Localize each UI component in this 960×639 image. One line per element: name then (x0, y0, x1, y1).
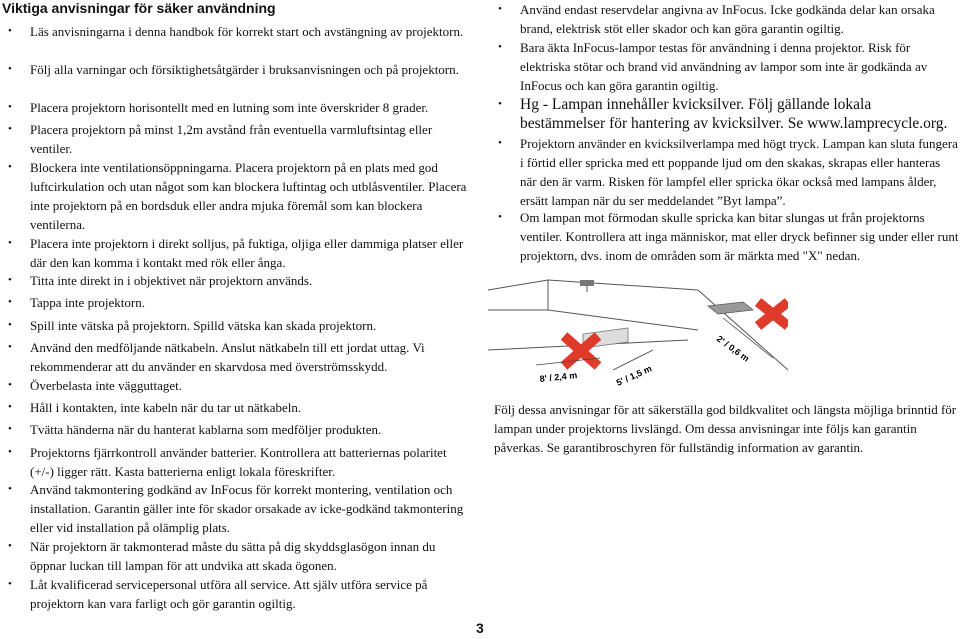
list-item: • Placera inte projektorn i direkt solljus, på fuktiga, oljiga eller dammiga platser eller där den kan komma i kontakt med rök eller ånga. (30, 234, 470, 272)
page-heading: Viktiga anvisningar för säker användning (2, 0, 276, 16)
list-item: • Placera projektorn på minst 1,2m avstånd från eventuella varmluftsintag eller ventiler. (30, 120, 470, 158)
projector-clearance-diagram (488, 270, 788, 400)
list-item-mercury: • Hg - Lampan innehåller kvicksilver. Följ gällande lokala bestämmelser för hantering av kvicksilver. Se www.lamprecycle.org. (520, 95, 960, 133)
list-item: • Använd endast reservdelar angivna av InFocus. Icke godkända delar kan orsaka brand, elektrisk stöt eller skador och kan göra garantin ogiltig. (520, 0, 960, 38)
table-projector (708, 302, 753, 314)
list-item: • Följ alla varningar och försiktighetsåtgärder i bruksanvisningen och på projektorn. (30, 60, 470, 79)
page-number: 3 (476, 620, 484, 636)
list-item: • När projektorn är takmonterad måste du sätta på dig skyddsglasögon innan du öppnar luckan till lampan för att undvika att skada ögonen. (30, 537, 470, 575)
list-item: • Använd den medföljande nätkabeln. Anslut nätkabeln till ett jordat uttag. Vi rekommenderar att du använder en skarvdosa med överströmsskydd. (30, 338, 470, 376)
list-item: • Placera projektorn horisontellt med en lutning som inte överskrider 8 grader. (30, 98, 470, 117)
list-item: • Tappa inte projektorn. (30, 293, 470, 312)
list-item: • Projektorn använder en kvicksilverlampa med högt tryck. Lampan kan sluta fungera i förtid eller spricka med ett poppande ljud om den skakas, skrapas eller hanteras när den är varm. Risken för lampfel eller spricka ökar också med lampans ålder, ersätt lampan när du ser meddelandet ”Byt lampa”. (520, 134, 960, 210)
list-item: • Bara äkta InFocus-lampor testas för användning i denna projektor. Risk för elektriska stötar och brand vid användning av lampor som inte är godkända av InFocus och kan göra garantin ogiltig. (520, 38, 960, 95)
list-item: • Håll i kontakten, inte kabeln när du tar ut nätkabeln. (30, 398, 470, 417)
list-item: • Låt kvalificerad servicepersonal utföra all service. Att själv utföra service på projektorn kan vara farligt och gör garantin ogiltig. (30, 575, 470, 613)
list-item: • Spill inte vätska på projektorn. Spilld vätska kan skada projektorn. (30, 316, 470, 335)
list-item: • Använd takmontering godkänd av InFocus för korrekt montering, ventilation och installation. Garantin gäller inte för skador orsakade av icke-godkänd takmontering eller vid installation på olämplig plats. (30, 480, 470, 537)
list-item: • Överbelasta inte vägguttaget. (30, 376, 470, 395)
list-item: • Läs anvisningarna i denna handbok för korrekt start och avstängning av projektorn. (30, 22, 470, 41)
list-item: • Projektorns fjärrkontroll använder batterier. Kontrollera att batteriernas polaritet (+/-) ligger rätt. Kasta batterierna enligt lokala föreskrifter. (30, 443, 470, 481)
list-item: • Titta inte direkt in i objektivet när projektorn används. (30, 271, 470, 290)
x-mark-icon (758, 302, 788, 326)
distance-label-8ft: 8' / 2,4 m (539, 370, 578, 384)
list-item: • Blockera inte ventilationsöppningarna. Placera projektorn på en plats med god luftcirkulation och utan något som kan blockera luftintag och utblåsventiler. Placera inte projektorn på en bordsduk eller andra mjuka föremål som kan blockera ventilerna. (30, 158, 470, 234)
distance-label-2ft: 2' / 0,6 m (714, 333, 752, 364)
list-item: • Om lampan mot förmodan skulle spricka kan bitar slungas ut från projektorns ventiler. Kontrollera att inga människor, mat eller dryck befinner sig under eller runt projektorn, dvs. inom de områden som är märkta med "X" nedan. (520, 208, 960, 265)
diagram-caption: Följ dessa anvisningar för att säkerställa god bildkvalitet och längsta möjliga brinntid för lampan under projektorns livslängd. Om dessa anvisningar inte följs kan garantin påverkas. Se garantibroschyren för fullständig information av garantin. (494, 402, 957, 455)
distance-label-5ft: 5' / 1,5 m (614, 363, 654, 388)
list-item: • Tvätta händerna när du hanterat kablarna som medföljer produkten. (30, 420, 470, 439)
ceiling-projector (580, 280, 594, 292)
